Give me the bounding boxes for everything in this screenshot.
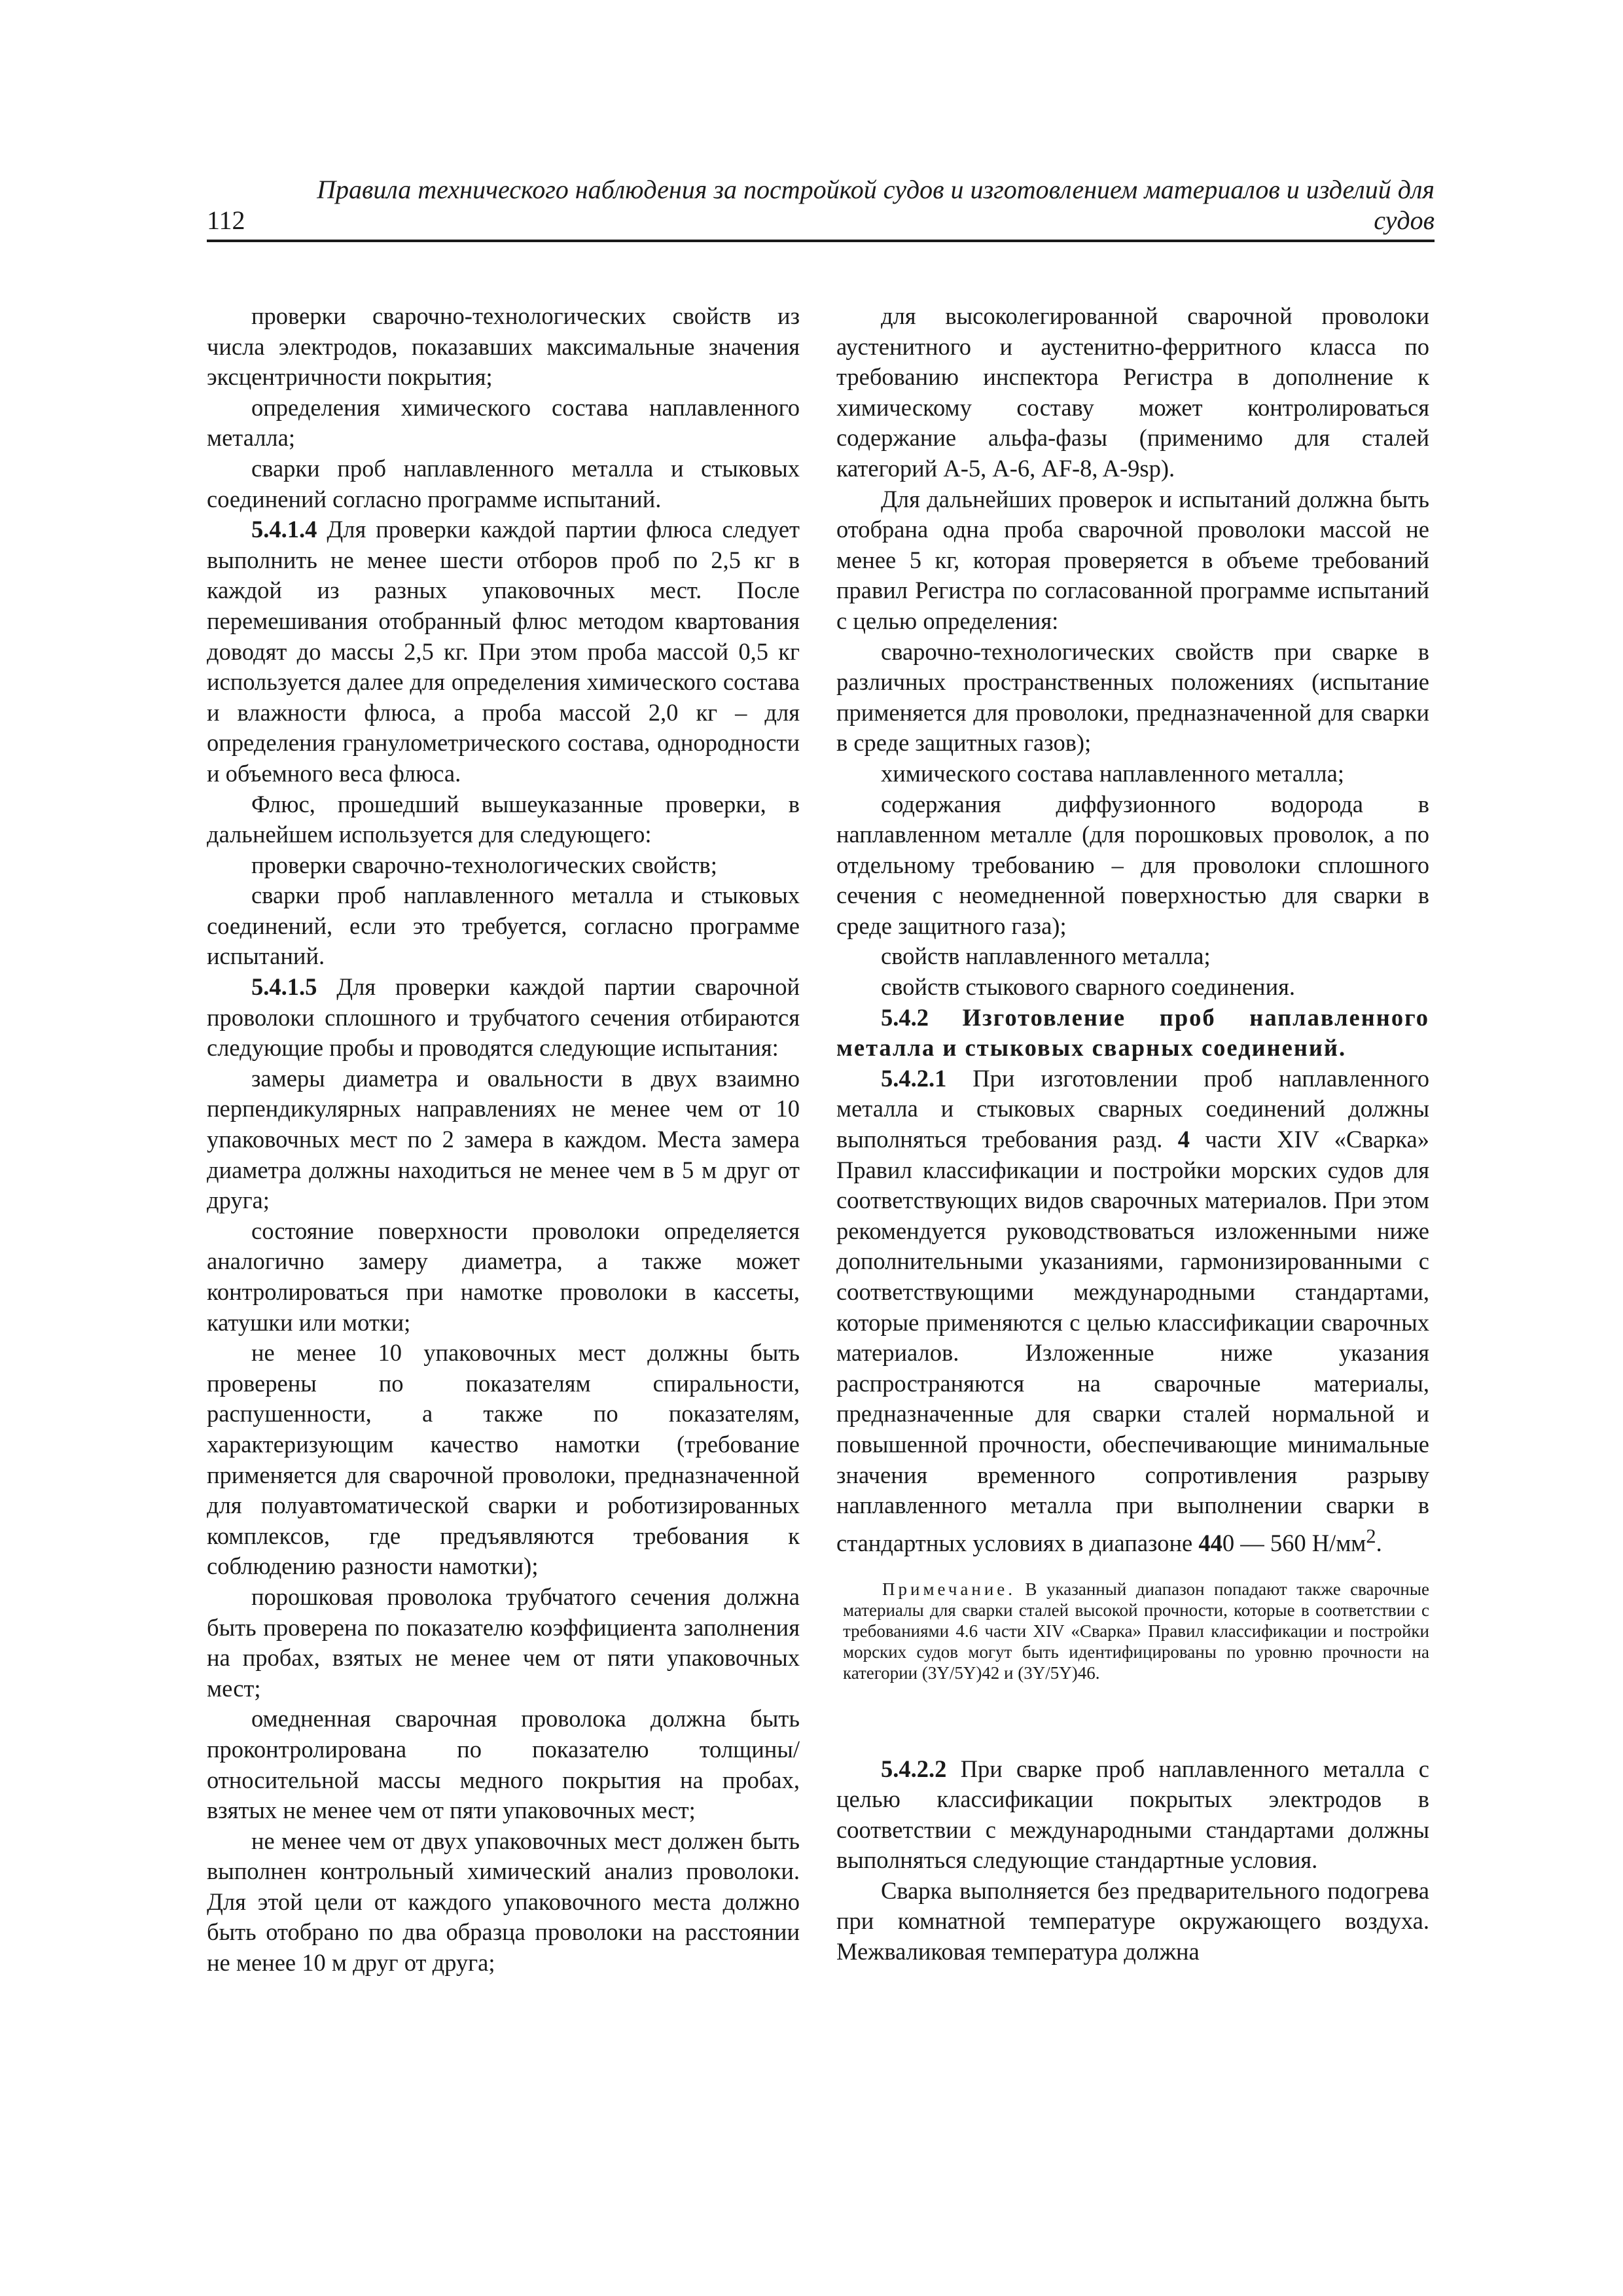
- paragraph: Для дальнейших проверок и испытаний должна быть отобрана одна проба сварочной проволоки массой не менее 5 кг, которая проверяется в объеме требований правил Регистра по согласованной программе испытаний с целью определения:: [836, 485, 1429, 634]
- left-column: [207, 301, 800, 1979]
- paragraph: проверки сварочно-технологических свойств из числа электродов, показавших максимальные значения эксцентричности покрытия;: [207, 302, 800, 391]
- period: .: [1376, 1529, 1382, 1556]
- clause-text: При изготовлении проб наплавленного металла и стыковых сварных соединений должны выполняться требования разд.: [836, 1064, 1429, 1153]
- paragraph: содержания диффузионного водорода в наплавленном металле (для порошковых проволок, а по отдельному требованию – для проволоки сплошного сечения с неомедненной поверхностью для сварки в среде защитного газа);: [836, 790, 1429, 939]
- paragraph: сварки проб наплавленного металла и стыковых соединений, если это требуется, согласно программе испытаний.: [207, 882, 800, 970]
- paragraph: замеры диаметра и овальности в двух взаимно перпендикулярных направлениях не менее чем от 10 упаковочных мест по 2 замера в каждом. Места замера диаметра должны находиться не менее чем в 5 м друг от друга;: [207, 1064, 800, 1214]
- clause-number: 5.4.1.4: [251, 516, 317, 543]
- paragraph-5-4-2-1: [836, 1064, 1429, 1559]
- note-text: В указанный диапазон попадают также сварочные материалы для сварки сталей высокой прочности, которые в соответствии с требованиями 4.6 части XIV «Сварка» Правил классификации и постройки морских судов могут быть идентифицированы по уровню прочности на категории (3Y/5Y)42 и (3Y/5Y)46.: [843, 1579, 1429, 1683]
- paragraph-5-4-1-4: [207, 514, 800, 789]
- clause-text: Для проверки каждой партии сварочной проволоки сплошного и трубчатого сечения отбираются следующие пробы и проводятся следующие испытания:: [207, 973, 800, 1062]
- range-bold: 44: [1198, 1529, 1222, 1556]
- heading-text: Изготовление проб наплавленного металла и стыковых сварных соединений.: [836, 1003, 1429, 1062]
- page-number: 112: [207, 206, 245, 235]
- paragraph: для высоколегированной сварочной проволоки аустенитного и аустенитно-ферритного класса по требованию инспектора Регистра в дополнение к химическому составу может контролироваться содержание альфа-фазы (применимо для сталей категорий А-5, А-6, AF-8, A-9sp).: [836, 302, 1429, 482]
- paragraph: порошковая проволока трубчатого сечения должна быть проверена по показателю коэффициента заполнения на пробах, взятых не менее чем от пяти упаковочных мест;: [207, 1583, 800, 1702]
- right-column: [836, 301, 1429, 1967]
- paragraph-5-4-2-2: [836, 1754, 1429, 1876]
- superscript: 2: [1366, 1524, 1376, 1547]
- paragraph: не менее 10 упаковочных мест должны быть проверены по показателям спиральности, распушенности, а также по показателям, характеризующим качество намотки (требование применяется для сварочной проволоки, предназначенной для полуавтоматической сварки и роботизированных комплексов, где предъявляются требования к соблюдению разности намотки);: [207, 1339, 800, 1580]
- spacer: [836, 1683, 1429, 1754]
- clause-text-bold: 4: [1177, 1126, 1190, 1153]
- paragraph: Флюс, прошедший вышеуказанные проверки, в дальнейшем используется для следующего:: [207, 790, 800, 848]
- paragraph: определения химического состава наплавленного металла;: [207, 393, 800, 452]
- paragraph-5-4-1-5: [207, 972, 800, 1064]
- clause-number: 5.4.1.5: [251, 973, 317, 1001]
- clause-number: 5.4.2.1: [881, 1064, 947, 1092]
- note-block: [836, 1579, 1429, 1683]
- paragraph: сварки проб наплавленного металла и стыковых соединений согласно программе испытаний.: [207, 454, 800, 512]
- paragraph: химического состава наплавленного металла;: [881, 759, 1344, 787]
- clause-text: части XIV «Сварка» Правил классификации и постройки морских судов для соответствующих видов сварочных материалов. При этом рекомендуется руководствоваться изложенными ниже дополнительными указаниями, гармонизированными с соответствующими международными стандартами, которые применяются с целью классификации сварочных материалов. Изложенные ниже указания распространяются на сварочные материалы, предназначенные для сварки сталей нормальной и повышенной прочности, обеспечивающие минимальные значения временного сопротивления разрыву наплавленного металла при выполнении сварки в стандартных условиях в диапазоне: [836, 1126, 1429, 1556]
- clause-text: Для проверки каждой партии флюса следует выполнить не менее шести отборов проб по 2,5 кг в каждой из разных упаковочных мест. После перемешивания отобранный флюс методом квартования доводят до массы 2,5 кг. При этом проба массой 0,5 кг используется далее для определения химического состава и влажности флюса, а проба массой 2,0 кг – для определения гранулометрического состава, однородности и объемного веса флюса.: [207, 516, 800, 787]
- page-header: [207, 175, 1435, 242]
- paragraph: не менее чем от двух упаковочных мест должен быть выполнен контрольный химический анализ проволоки. Для этой цели от каждого упаковочного места должно быть отобрано по два образца проволоки на расстоянии не менее 10 м друг от друга;: [207, 1827, 800, 1977]
- heading-number: 5.4.2: [881, 1003, 929, 1031]
- paragraph: омедненная сварочная проволока должна быть проконтролирована по показателю толщины/относительной массы медного покрытия на пробах, взятых не менее чем от пяти упаковочных мест;: [207, 1705, 800, 1824]
- clause-number: 5.4.2.2: [881, 1755, 947, 1782]
- clause-text: При сварке проб наплавленного металла с целью классификации покрытых электродов в соответствии с международными стандартами должны выполняться следующие стандартные условия.: [836, 1755, 1429, 1874]
- paragraph: проверки сварочно-технологических свойств;: [251, 851, 717, 878]
- paragraph: Сварка выполняется без предварительного подогрева при комнатной температуре окружающего воздуха. Межваликовая температура должна: [836, 1876, 1429, 1965]
- paragraph: свойств наплавленного металла;: [881, 942, 1211, 970]
- section-heading-5-4-2: [836, 1003, 1429, 1064]
- paragraph: сварочно-технологических свойств при сварке в различных пространственных положениях (испытание применяется для проволоки, предназначенной для сварки в среде защитных газов);: [836, 637, 1429, 757]
- paragraph: свойств стыкового сварного соединения.: [881, 973, 1296, 1001]
- paragraph: состояние поверхности проволоки определяется аналогично замеру диаметра, а также может контролироваться при намотке проволоки в кассеты, катушки или мотки;: [207, 1217, 800, 1336]
- running-title: Правила технического наблюдения за постройкой судов и изготовлением материалов и изделий для судов: [317, 175, 1435, 235]
- range-rest: 0 — 560 Н/мм: [1222, 1529, 1366, 1556]
- note-label: Примечание.: [882, 1579, 1016, 1599]
